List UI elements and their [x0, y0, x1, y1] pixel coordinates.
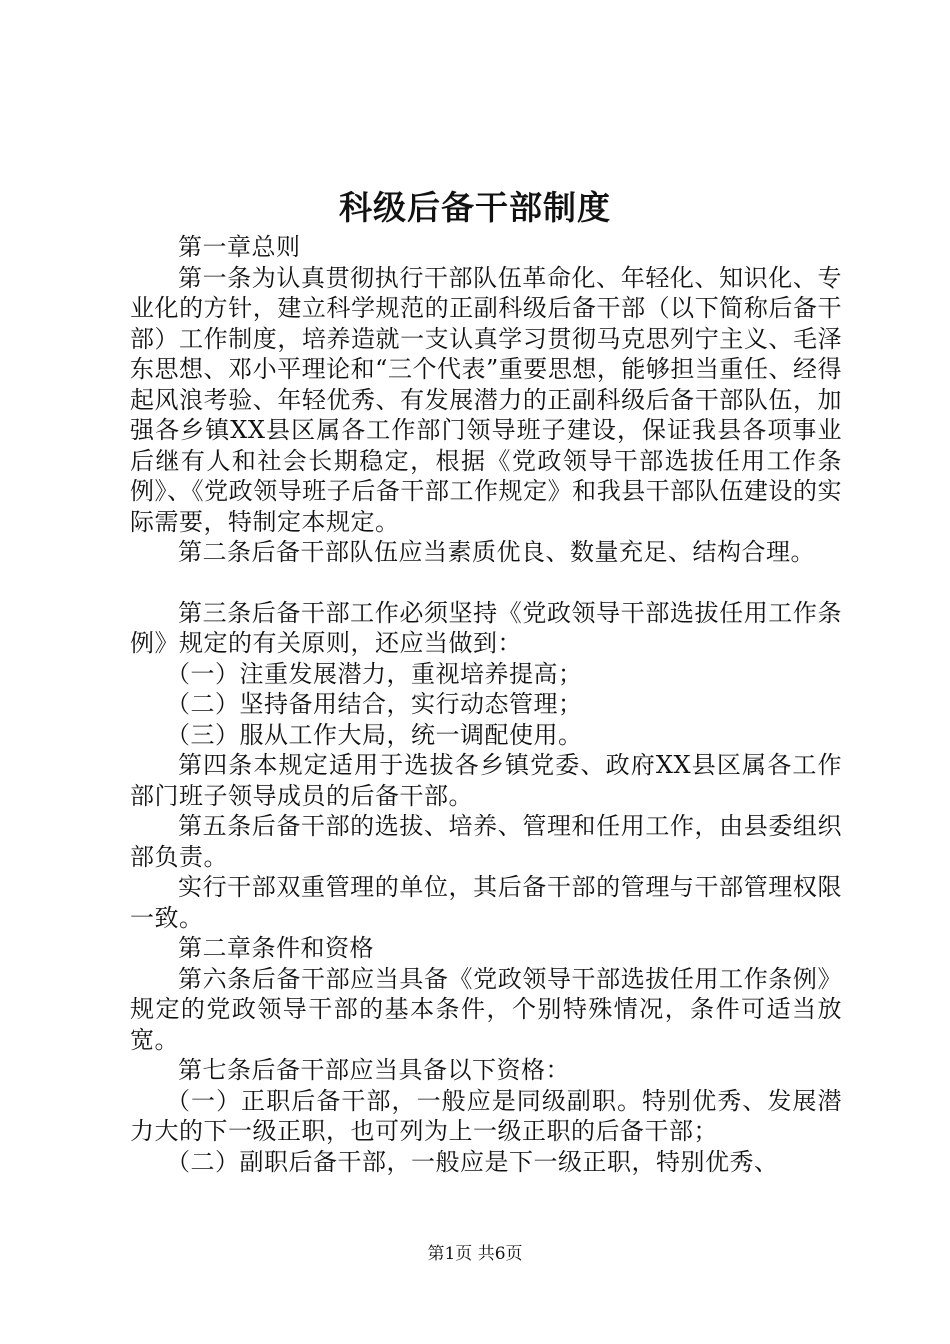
paragraph: 第三条后备干部工作必须坚持《党政领导干部选拔任用工作条例》规定的有关原则，还应当做到： [130, 598, 842, 657]
paragraph: 第五条后备干部的选拔、培养、管理和任用工作，由县委组织部负责。 [130, 812, 842, 871]
paragraph: 第七条后备干部应当具备以下资格： [178, 1056, 570, 1084]
paragraph-gap [130, 568, 842, 598]
list-item: （二）副职后备干部，一般应是下一级正职，特别优秀、 [166, 1147, 779, 1176]
paragraph: 第四条本规定适用于选拔各乡镇党委、政府XX县区属各工作部门班子领导成员的后备干部。 [130, 751, 842, 810]
paragraph: 第六条后备干部应当具备《党政领导干部选拔任用工作条例》规定的党政领导干部的基本条件，个别特殊情况，条件可适当放宽。 [130, 964, 842, 1054]
chapter-heading: 第二章条件和资格 [178, 934, 374, 962]
paragraph: 第二条后备干部队伍应当素质优良、数量充足、结构合理。 [178, 538, 815, 566]
document-title: 科级后备干部制度 [339, 188, 611, 227]
paragraph: 第一条为认真贯彻执行干部队伍革命化、年轻化、知识化、专业化的方针，建立科学规范的正副科级后备干部（以下简称后备干部）工作制度，培养造就一支认真学习贯彻马克思列宁主义、毛泽东思想、邓小平理论和“三个代表”重要思想，能够担当重任、经得起风浪考验、年轻优秀、有发展潜力的正副科级后备干部队伍，加强各乡镇XX县区属各工作部门领导班子建设，保证我县各项事业后继有人和社会长期稳定，根据《党政领导干部选拔任用工作条例》、《党政领导班子后备干部工作规定》和我县干部队伍建设的实际需要，特制定本规定。 [130, 263, 842, 536]
paragraph: 实行干部双重管理的单位，其后备干部的管理与干部管理权限一致。 [130, 873, 842, 932]
list-item: （二）坚持备用结合，实行动态管理； [166, 690, 583, 718]
list-item: （一）注重发展潜力，重视培养提高； [166, 659, 583, 688]
chapter-heading: 第一章总则 [178, 233, 301, 261]
list-item: （一）正职后备干部，一般应是同级副职。特别优秀、发展潜力大的下一级正职，也可列为上一级正职的后备干部； [130, 1086, 842, 1145]
document-body [130, 232, 842, 1177]
page-number: 第1页 共6页 [427, 1244, 523, 1264]
list-item: （三）服从工作大局，统一调配使用。 [166, 720, 583, 749]
